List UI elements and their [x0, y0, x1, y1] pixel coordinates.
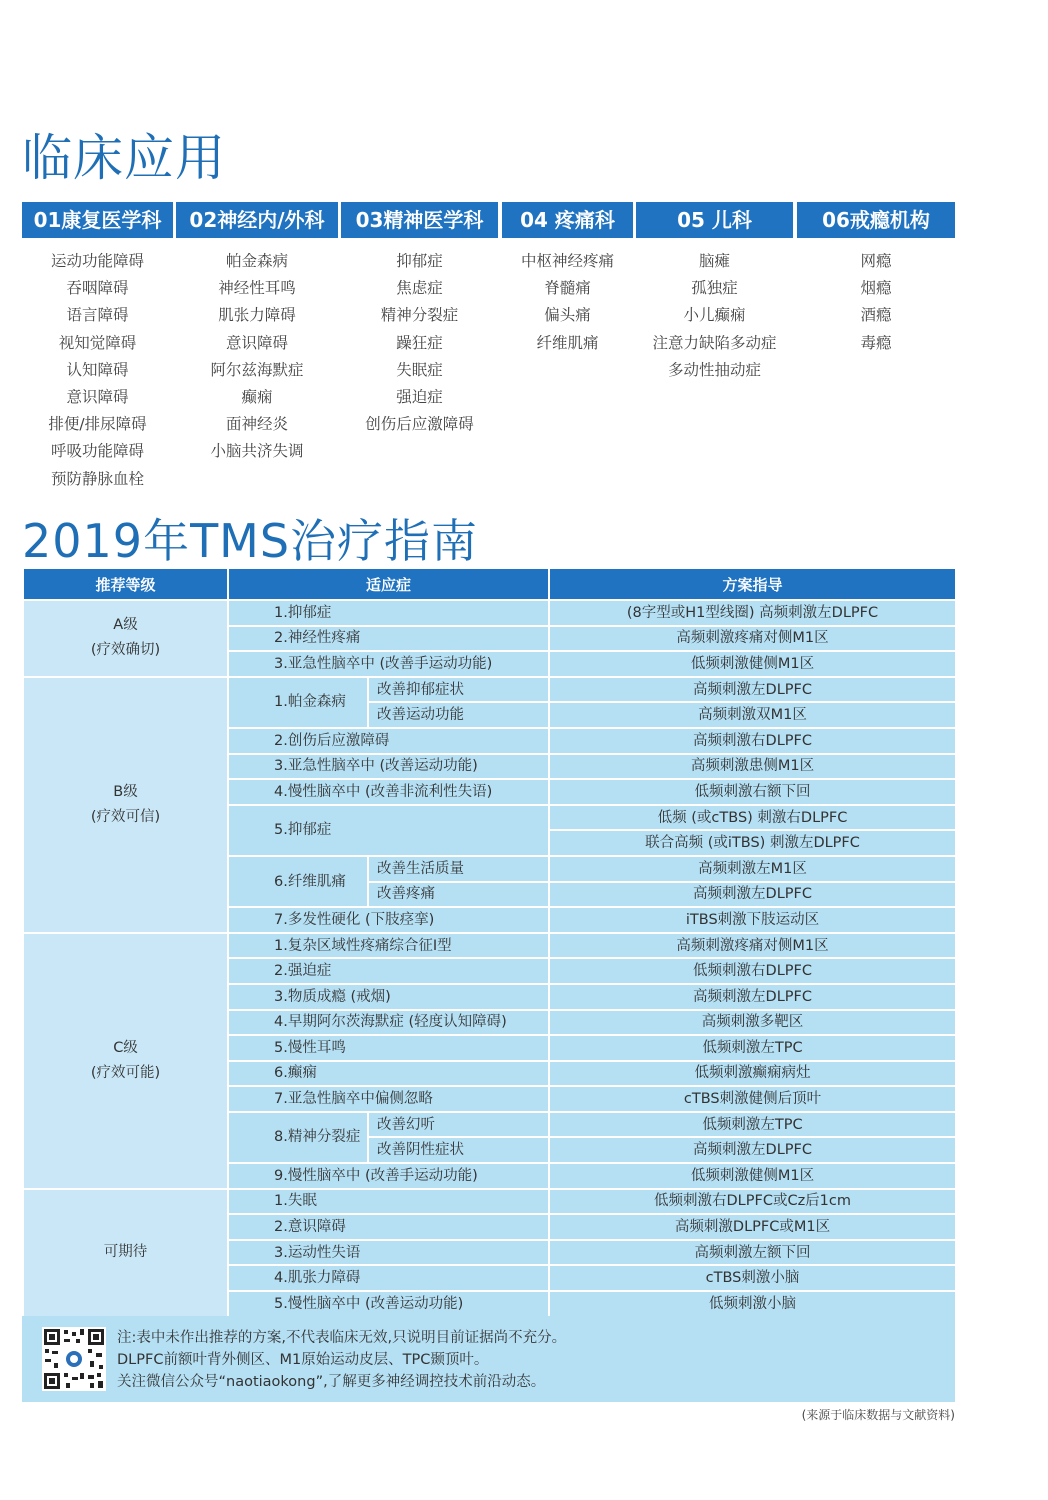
plan: 高频刺激左额下回 — [549, 1240, 956, 1266]
indication: 5.慢性耳鸣 — [228, 1035, 549, 1061]
indication: 2.神经性疼痛 — [228, 626, 549, 652]
list-item: 偏头痛 — [544, 306, 591, 325]
list-item: 阿尔兹海默症 — [210, 360, 304, 379]
list-item: 纤维肌痛 — [536, 333, 599, 352]
list-item: 小脑共济失调 — [210, 442, 304, 461]
indication: 1.复杂区域性疼痛综合征I型 — [228, 933, 549, 959]
list-item: 意识障碍 — [66, 387, 129, 406]
indication: 1.失眠 — [228, 1189, 549, 1215]
category-header: 02神经内/外科 — [176, 202, 338, 238]
list-item: 运动功能障碍 — [50, 252, 144, 270]
list-item: 躁狂症 — [396, 333, 443, 352]
plan: 低频刺激癫痫病灶 — [549, 1061, 956, 1087]
grade-name: 可期待 — [103, 1244, 148, 1261]
note-box — [22, 1316, 955, 1402]
list-item: 多动性抽动症 — [667, 360, 761, 379]
table-row — [23, 1189, 956, 1215]
indication: 7.亚急性脑卒中偏侧忽略 — [228, 1086, 549, 1112]
grade-name: B级 — [113, 783, 138, 800]
grade-name: C级 — [113, 1039, 138, 1056]
grade-expected — [23, 1189, 228, 1317]
list-item: 语言障碍 — [66, 306, 129, 325]
plan: 低频刺激左TPC — [549, 1112, 956, 1138]
indication: 4.早期阿尔茨海默症 (轻度认知障碍) — [228, 1010, 549, 1036]
indication: 1.帕金森病 — [228, 677, 368, 728]
grade-desc: (疗效可信) — [90, 808, 161, 825]
list-item: 预防静脉血栓 — [50, 469, 144, 488]
list-item: 创伤后应激障碍 — [365, 415, 474, 434]
grade-c — [23, 933, 228, 1189]
list-item: 酒瘾 — [860, 306, 892, 325]
list-item: 意识障碍 — [225, 333, 288, 352]
list-item: 注意力缺陷多动症 — [652, 333, 777, 352]
list-item: 脑瘫 — [698, 252, 730, 270]
category-neuro — [176, 202, 338, 461]
sub-indication: 改善运动功能 — [368, 702, 549, 728]
sub-indication: 改善抑郁症状 — [368, 677, 549, 703]
category-rehab — [22, 202, 173, 488]
plan: 高频刺激双M1区 — [549, 702, 956, 728]
plan: 高频刺激左DLPFC — [549, 984, 956, 1010]
indication: 4.慢性脑卒中 (改善非流利性失语) — [228, 779, 549, 805]
list-item: 视知觉障碍 — [58, 333, 137, 352]
plan: 低频刺激右DLPFC或Cz后1cm — [549, 1189, 956, 1215]
indication: 3.亚急性脑卒中 (改善手运动功能) — [228, 651, 549, 677]
list-item: 帕金森病 — [225, 252, 288, 270]
indication: 7.多发性硬化 (下肢痉挛) — [228, 907, 549, 933]
plan: 高频刺激左DLPFC — [549, 1137, 956, 1163]
plan: 高频刺激疼痛对侧M1区 — [549, 933, 956, 959]
indication: 5.慢性脑卒中 (改善运动功能) — [228, 1291, 549, 1317]
table-row — [23, 933, 956, 959]
list-item: 肌张力障碍 — [218, 306, 296, 325]
plan: 低频刺激健侧M1区 — [549, 651, 956, 677]
category-pain — [502, 202, 633, 352]
list-item: 抑郁症 — [396, 252, 443, 270]
indication: 3.亚急性脑卒中 (改善运动功能) — [228, 754, 549, 780]
sub-indication: 改善阴性症状 — [368, 1137, 549, 1163]
plan: 低频刺激左TPC — [549, 1035, 956, 1061]
list-item: 神经性耳鸣 — [218, 279, 296, 298]
list-item: 小儿癫痫 — [683, 306, 746, 325]
plan: iTBS刺激下肢运动区 — [549, 907, 956, 933]
page-title: 临床应用 — [22, 129, 226, 187]
plan: cTBS刺激健侧后顶叶 — [549, 1086, 956, 1112]
indication: 2.意识障碍 — [228, 1214, 549, 1240]
list-item: 呼吸功能障碍 — [50, 442, 144, 461]
list-item: 毒瘾 — [860, 333, 892, 352]
list-item: 精神分裂症 — [380, 306, 459, 325]
sub-indication: 改善疼痛 — [368, 882, 549, 908]
guideline-title: 2019年TMS治疗指南 — [22, 514, 479, 568]
indication: 6.癫痫 — [228, 1061, 549, 1087]
list-item: 脊髓痛 — [544, 279, 591, 298]
grade-desc: (疗效确切) — [90, 642, 161, 659]
qr-code-icon[interactable] — [42, 1327, 106, 1391]
indication: 6.纤维肌痛 — [228, 856, 368, 907]
category-addiction — [797, 202, 955, 352]
list-item: 强迫症 — [396, 387, 443, 406]
plan: 高频刺激左DLPFC — [549, 677, 956, 703]
list-item: 中枢神经疼痛 — [520, 252, 614, 270]
plan: (8字型或H1型线圈) 高频刺激左DLPFC — [549, 600, 956, 626]
category-header: 03精神医学科 — [341, 202, 498, 238]
source-caption: (来源于临床数据与文献资料) — [801, 1408, 955, 1422]
guideline-table — [22, 567, 957, 1318]
list-item: 网瘾 — [860, 252, 892, 270]
category-pediatrics — [636, 202, 793, 379]
category-psychiatry — [341, 202, 498, 434]
header-plan: 方案指导 — [549, 568, 956, 600]
list-item: 孤独症 — [691, 279, 738, 298]
indication: 1.抑郁症 — [228, 600, 549, 626]
plan: 高频刺激右DLPFC — [549, 728, 956, 754]
header-indication: 适应症 — [228, 568, 549, 600]
category-header: 01康复医学科 — [22, 202, 173, 238]
plan: 高频刺激多靶区 — [549, 1010, 956, 1036]
note-line: 注:表中未作出推荐的方案,不代表临床无效,只说明目前证据尚不充分。 — [117, 1330, 567, 1346]
list-item: 癫痫 — [241, 387, 273, 406]
table-header-row — [23, 568, 956, 600]
category-header: 05 儿科 — [636, 202, 793, 238]
plan: 高频刺激疼痛对侧M1区 — [549, 626, 956, 652]
plan: cTBS刺激小脑 — [549, 1265, 956, 1291]
plan: 高频刺激左DLPFC — [549, 882, 956, 908]
plan: 低频 (或cTBS) 刺激右DLPFC — [549, 805, 956, 831]
list-item: 排便/排尿障碍 — [48, 415, 147, 434]
plan: 联合高频 (或iTBS) 刺激左DLPFC — [549, 830, 956, 856]
list-item: 吞咽障碍 — [66, 279, 129, 298]
indication: 5.抑郁症 — [228, 805, 549, 856]
grade-a — [23, 600, 228, 677]
grade-desc: (疗效可能) — [90, 1064, 161, 1081]
grade-b — [23, 677, 228, 933]
indication: 8.精神分裂症 — [228, 1112, 368, 1163]
plan: 低频刺激健侧M1区 — [549, 1163, 956, 1189]
plan: 低频刺激右额下回 — [549, 779, 956, 805]
list-item: 面神经炎 — [225, 415, 288, 434]
sub-indication: 改善幻听 — [368, 1112, 549, 1138]
plan: 高频刺激左M1区 — [549, 856, 956, 882]
indication: 3.物质成瘾 (戒烟) — [228, 984, 549, 1010]
indication: 4.肌张力障碍 — [228, 1265, 549, 1291]
table-row — [23, 677, 956, 703]
header-grade: 推荐等级 — [23, 568, 228, 600]
table-row — [23, 600, 956, 626]
grade-name: A级 — [113, 617, 138, 634]
indication: 2.强迫症 — [228, 958, 549, 984]
indication: 9.慢性脑卒中 (改善手运动功能) — [228, 1163, 549, 1189]
indication: 2.创伤后应激障碍 — [228, 728, 549, 754]
indication: 3.运动性失语 — [228, 1240, 549, 1266]
note-line: 关注微信公众号“naotiaokong”,了解更多神经调控技术前沿动态。 — [117, 1374, 546, 1390]
sub-indication: 改善生活质量 — [368, 856, 549, 882]
plan: 高频刺激DLPFC或M1区 — [549, 1214, 956, 1240]
list-item: 失眠症 — [396, 360, 443, 379]
category-header: 04 疼痛科 — [502, 202, 633, 238]
note-line: DLPFC前额叶背外侧区、M1原始运动皮层、TPC颞顶叶。 — [117, 1352, 489, 1368]
list-item: 焦虑症 — [396, 279, 443, 298]
list-item: 烟瘾 — [860, 279, 892, 298]
plan: 低频刺激右DLPFC — [549, 958, 956, 984]
plan: 高频刺激患侧M1区 — [549, 754, 956, 780]
plan: 低频刺激小脑 — [549, 1291, 956, 1317]
category-header: 06戒瘾机构 — [797, 202, 955, 238]
list-item: 认知障碍 — [66, 360, 129, 379]
